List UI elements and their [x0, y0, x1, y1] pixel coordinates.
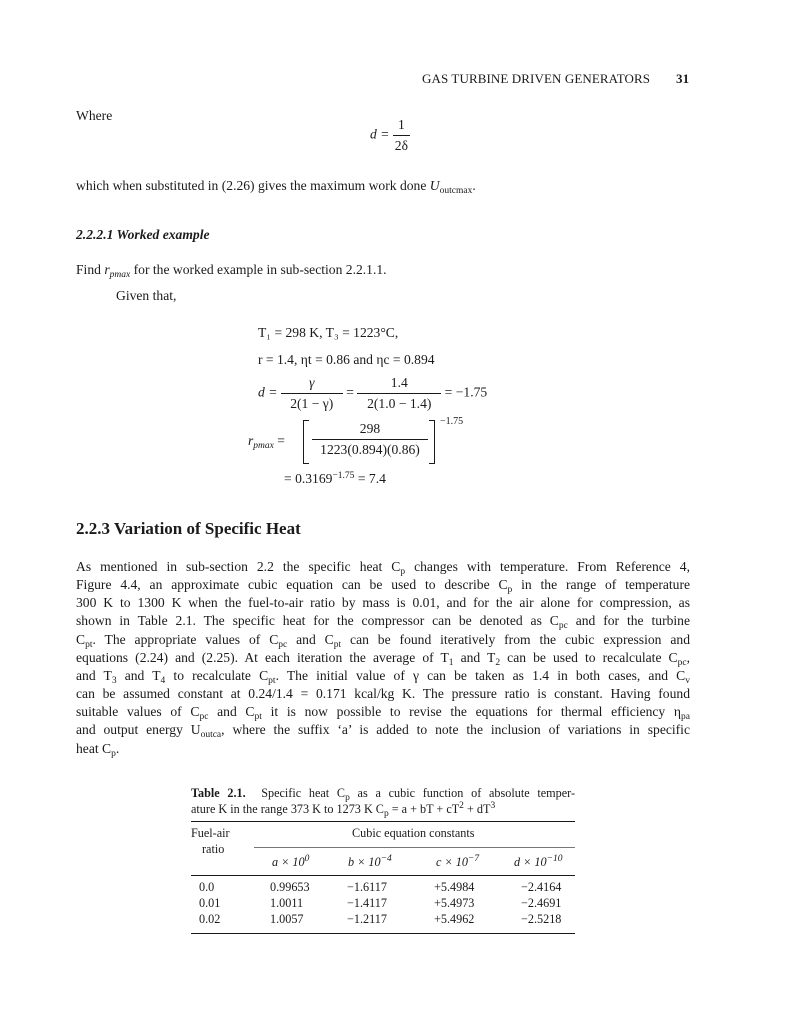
d-denominator: 2δ — [394, 138, 408, 153]
u-subscript: outcmax — [439, 186, 473, 196]
table-cell-a: 0.99653 — [270, 880, 310, 894]
d-definition-equation — [370, 116, 410, 155]
paragraph-line: $C_{pt}$. The appropriate values of $C_{pc}$ and $C_{pt}$ can be found iteratively from the cubic expression and — [76, 631, 690, 650]
section-paragraph — [76, 558, 690, 758]
caption-label: Table 2.1. — [191, 786, 246, 800]
rpmax-exponent: −1.75 — [440, 416, 464, 427]
table-cell-c: +5.4962 — [434, 912, 475, 926]
table-group-rule — [254, 847, 575, 848]
table-cell-b: −1.6117 — [347, 880, 387, 894]
gamma-denominator: 2(1 − γ) — [290, 396, 334, 411]
section-heading: 2.2.3 Variation of Specific Heat — [76, 519, 301, 538]
table-cell-ratio: 0.01 — [199, 896, 221, 910]
numeric-denominator: 2(1.0 − 1.4) — [367, 396, 432, 411]
numeric-fraction — [357, 374, 441, 413]
period: . — [472, 178, 476, 193]
caption-text-1: Specific heat $C_p$ as a cubic function of absolute temper- — [261, 786, 576, 803]
paragraph-line: 300 K to 1300 K when the fuel-to-air ratio by mass is 0.01, and for the air alone for compression, as — [76, 595, 690, 611]
d-result: = −1.75 — [444, 384, 488, 400]
table-cell-ratio: 0.0 — [199, 880, 215, 894]
left-bracket — [303, 420, 309, 464]
find-prefix: Find — [76, 262, 101, 277]
paragraph-line: shown in Table 2.1. The specific heat for the compressor can be denoted as $C_{pc}$ and for the turbine — [76, 613, 690, 632]
rpmax-result-value: = 7.4 — [357, 471, 386, 486]
given-label: Given that, — [116, 288, 177, 303]
col-b-header: $b \times 10^{-4}$ — [348, 854, 392, 869]
paragraph-line: equations (2.24) and (2.25). At each iteration the average of $T_1$ and $T_2$ can be used to recalculate $C_{pc}$, — [76, 649, 691, 668]
d-calculation — [258, 374, 487, 413]
d-calc-lhs: d = — [258, 384, 278, 400]
find-sentence — [76, 261, 387, 279]
equals-sign: = — [346, 384, 354, 400]
rpmax-fraction — [312, 420, 428, 459]
table-cell-c: +5.4973 — [434, 896, 475, 910]
table-cell-d: −2.4691 — [521, 896, 562, 910]
col-group-header: Cubic equation constants — [352, 826, 475, 840]
paragraph-line: Figure 4.4, an approximate cubic equation can be used to describe $C_p$ in the range of temperature — [76, 577, 691, 596]
rpmax-numerator: 298 — [312, 420, 428, 440]
u-symbol: U — [429, 178, 440, 193]
r-subscript: pmax — [109, 270, 131, 280]
col-d-header: $d \times 10^{-10}$ — [514, 854, 563, 869]
r-symbol: r — [104, 262, 110, 277]
paragraph-line: can be assumed constant at 0.24/1.4 = 0.171 kcal/kg K. The pressure ratio is constant. Having found — [76, 686, 690, 702]
substituted-text: which when substituted in (2.26) gives the maximum work done — [76, 178, 427, 193]
rpmax-result — [284, 470, 386, 488]
where-label: Where — [76, 108, 113, 123]
paragraph-line: suitable values of $C_{pc}$ and $C_{pt}$ it is now possible to revise the equations for thermal efficiency $\eta_{pa}$ — [76, 704, 690, 723]
rpmax-lhs — [248, 432, 285, 450]
col-fuel-air-1: Fuel-air — [191, 826, 230, 840]
rpmax-result-base: = 0.3169 — [284, 471, 333, 486]
table-cell-d: −2.4164 — [521, 880, 562, 894]
table-caption — [191, 786, 575, 817]
col-a-header: $a \times 10^0$ — [272, 854, 310, 869]
equation-efficiencies: r = 1.4, ηt = 0.86 and ηc = 0.894 — [258, 352, 435, 367]
table-bottom-rule — [191, 933, 575, 934]
table-top-rule — [191, 821, 575, 822]
gamma-numerator: γ — [281, 374, 343, 394]
table-cell-a: 1.0011 — [270, 896, 304, 910]
d-lhs: d = — [370, 126, 390, 142]
d-numerator: 1 — [393, 116, 410, 136]
paragraph-line: and output energy $U_{outca}$, where the suffix ‘a’ is added to note the inclusion of variations in specific — [76, 722, 690, 741]
table-cell-b: −1.2117 — [347, 912, 387, 926]
table-cell-a: 1.0057 — [270, 912, 304, 926]
worked-example-heading: 2.2.2.1 Worked example — [76, 227, 210, 242]
d-fraction — [393, 116, 410, 155]
rpmax-result-exponent: −1.75 — [332, 471, 355, 481]
table-cell-b: −1.4117 — [347, 896, 387, 910]
paragraph-line: As mentioned in sub-section 2.2 the specific heat $C_p$ changes with temperature. From Reference 4, — [76, 559, 690, 577]
rpmax-denominator: 1223(0.894)(0.86) — [320, 442, 420, 457]
caption-line-2: ature K in the range 373 K to 1273 K $C_p = a$ + bT + $cT^2 + dT^3$ — [191, 800, 496, 819]
substituted-sentence — [76, 177, 476, 195]
paragraph-line: and $T_3$ and $T_4$ to recalculate $C_{pt}$. The initial value of γ can be taken as 1.4 in both cases, and $C_v$ — [76, 667, 690, 686]
rpmax-equals: = — [277, 433, 285, 448]
equation-temperatures: T₁ = 298 K, T₃ = 1223°C, — [258, 325, 399, 340]
rpmax-symbol: r — [248, 433, 254, 448]
col-fuel-air-2: ratio — [202, 842, 225, 856]
col-c-header: $c \times 10^{-7}$ — [436, 854, 480, 869]
rpmax-subscript: pmax — [253, 441, 274, 451]
numeric-numerator: 1.4 — [357, 374, 441, 394]
table-cell-c: +5.4984 — [434, 880, 475, 894]
gamma-fraction — [281, 374, 343, 413]
running-title: GAS TURBINE DRIVEN GENERATORS — [422, 71, 651, 86]
table-header-rule — [191, 875, 575, 876]
find-suffix: for the worked example in sub-section 2.2.1.1. — [133, 262, 387, 277]
rpmax-frac — [312, 420, 428, 459]
paragraph-line: heat $C_p$. — [76, 740, 120, 759]
table-cell-d: −2.5218 — [521, 912, 562, 926]
right-bracket — [429, 420, 435, 464]
page-number: 31 — [676, 71, 690, 86]
table-cell-ratio: 0.02 — [199, 912, 221, 926]
caption-line-1 — [191, 786, 575, 802]
